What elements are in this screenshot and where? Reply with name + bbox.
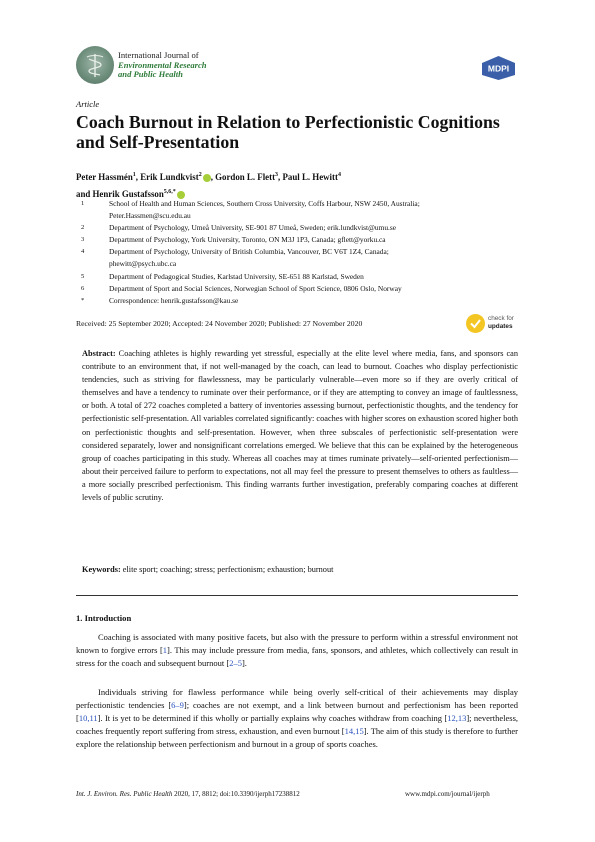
- abstract-label: Abstract:: [82, 349, 116, 358]
- footer-url[interactable]: www.mdpi.com/journal/ijerph: [405, 790, 490, 798]
- journal-line-2: Environmental Research: [118, 59, 207, 70]
- citation-link[interactable]: 6–9: [171, 700, 184, 711]
- abstract-text: Coaching athletes is highly rewarding yet stressful, especially at the elite level where media, fans, and sponsors can contribute to an environment that, if not well-managed by the coach, can lead to burnout. Coaches who display perfectionistic tendencies, such as striving for flawlessness, may be particularly vulnerable—even more so if they are overly critical of themselves and have a tendency to ruminate over their performance, or if they are attempting to convey an image of faultlessness, or both. A total of 272 coaches completed a battery of inventories assessing burnout, perfectionistic thoughts, and the tendency for perfectionistic self-presentation. All variables correlated significantly: coaches with higher scores on exhaustion scored higher both on perfectionistic thoughts and self-presentation. However, when three subscales of perfectionistic self-presentation were considered separately, lower and nonsignificant correlations emerged. We believe that this can be explained by the heterogeneous group of coaches participating in this study. Whereas all coaches may at times ruminate privately—self-oriented perfectionism—about their perceived failure to perform to expectations, not all may feel the pressure to present themselves to others as faultless—a more socially prescribed perfectionism. This finding warrants further investigation, preferably comparing coaches at different levels of public scrutiny.: [82, 349, 518, 503]
- caduceus-icon: [76, 46, 114, 84]
- journal-logo: [76, 46, 114, 84]
- paragraph-text: ]. It is yet to be determined if this wholly or partially explains why coaches withdraw from coaching [: [97, 713, 448, 724]
- affiliation-item: [76, 234, 516, 246]
- affiliation-item: [76, 198, 516, 222]
- author-name: Erik Lundkvist: [140, 171, 199, 182]
- paragraph-text: ]. This may include pressure from media, fans, sponsors, and athletes, which collectively can result in stress for the coach and subsequent burnout [: [76, 645, 518, 669]
- affiliation-text: Department of Pedagogical Studies, Karlstad University, SE-651 88 Karlstad, Sweden: [109, 271, 364, 281]
- affiliation-text: Department of Psychology, York University, Toronto, ON M3J 1P3, Canada; gflett@yorku.ca: [109, 235, 386, 245]
- keywords-label: Keywords:: [82, 565, 121, 574]
- author-affil-sup: 1: [132, 172, 136, 178]
- affiliation-text: School of Health and Human Sciences, Southern Cross University, Coffs Harbour, NSW 2450, Australia;: [109, 199, 420, 208]
- paragraph-1: [76, 631, 518, 670]
- paragraph-text: ]; coaches are not exempt, and a link between burnout and perfectionism has been reported [: [76, 700, 519, 724]
- journal-line-1: International Journal of: [118, 50, 199, 60]
- affiliation-number: 1: [81, 200, 85, 207]
- affiliation-number: 3: [81, 236, 85, 244]
- author-affil-sup: 5,6,*: [163, 189, 176, 196]
- article-title: Coach Burnout in Relation to Perfectionistic Cognitions and Self-Presentation: [76, 112, 500, 152]
- correspondence: [76, 295, 516, 307]
- check-for-updates-button[interactable]: [466, 312, 522, 336]
- author-name: Gordon L. Flett: [215, 171, 276, 182]
- paragraph-text: ].: [241, 658, 247, 669]
- affiliation-item: [76, 271, 516, 283]
- author[interactable]: [282, 172, 340, 182]
- citation-link[interactable]: 1: [162, 645, 168, 656]
- affiliation-item: [76, 222, 516, 234]
- author-name: and Henrik Gustafsson: [76, 189, 164, 200]
- author-list: Peter Hassmén$^1$, Erik Lundkvist$^2$ , Gordon L. Flett$^3$, Paul L. Hewitt$^4$ and Henrik Gustafsson$^{5,6,*}$: [76, 171, 341, 200]
- citation-link[interactable]: 12,13: [447, 713, 467, 724]
- paragraph-text: ]; nevertheless, coaches frequently report suffering from stress, exhaustion, and even burnout [: [76, 713, 519, 737]
- check-updates-icon: [466, 314, 485, 333]
- check-updates-line1: check for: [488, 315, 514, 322]
- affiliation-number: 2: [81, 224, 85, 232]
- affiliations: [76, 198, 516, 307]
- citation-link[interactable]: 14,15: [344, 726, 364, 737]
- keywords: [82, 563, 518, 576]
- citation-link[interactable]: 2–5: [229, 658, 242, 669]
- paragraph-text: Individuals striving for flawless performance while being overly self-critical of their achievements may display perfectionistic tendencies [: [76, 687, 518, 711]
- paragraph-2: [76, 686, 518, 751]
- journal-line-3: and Public Health: [118, 69, 183, 80]
- affiliation-number: 5: [81, 272, 85, 280]
- affiliation-number: 6: [81, 284, 85, 292]
- affiliation-text: Department of Sport and Social Sciences, Norwegian School of Sport Science, 0806 Oslo, Norway: [109, 283, 402, 293]
- mdpi-logo: [480, 55, 517, 81]
- footer-doi[interactable]: 2020, 17, 8812; doi:10.3390/ijerph17238812: [174, 790, 300, 798]
- author-name: Peter Hassmén: [76, 171, 133, 182]
- author-affil-sup: 3: [275, 172, 279, 178]
- affiliation-number: 4: [81, 248, 85, 256]
- author[interactable]: [215, 172, 278, 182]
- affiliation-email[interactable]: Peter.Hassmen@scu.edu.au: [109, 211, 191, 221]
- author[interactable]: [76, 172, 136, 182]
- author-affil-sup: 2: [198, 172, 202, 178]
- affiliation-text: Department of Psychology, Umeå University, SE-901 87 Umeå, Sweden; erik.lundkvist@umu.se: [109, 223, 397, 233]
- publication-dates: Received: 25 September 2020; Accepted: 24 November 2020; Published: 27 November 2020: [76, 319, 363, 328]
- mdpi-logo-text: MDPI: [487, 63, 510, 74]
- section-heading: 1. Introduction: [76, 613, 132, 623]
- journal-name: [118, 51, 207, 80]
- affiliation-text: Department of Psychology, University of British Columbia, Vancouver, BC V6T 1Z4, Canada;: [109, 247, 389, 257]
- affiliation-item: [76, 283, 516, 295]
- author[interactable]: [140, 172, 210, 182]
- orcid-icon[interactable]: [203, 174, 211, 182]
- paragraph-text: ]. The aim of this study is therefore to further explore the relationship between perfectionism and burnout in a group of sports coaches.: [76, 726, 519, 750]
- abstract: [82, 347, 518, 504]
- affiliation-item: [76, 246, 516, 270]
- section-divider: [76, 595, 518, 596]
- footer-citation: [76, 790, 300, 798]
- author-name: Paul L. Hewitt: [282, 171, 338, 182]
- paragraph-text: Coaching is associated with many positive facets, but also with the pressure to perform within a stressful environment not known to forgive errors [: [76, 632, 518, 656]
- correspondence-text[interactable]: Correspondence: henrik.gustafsson@kau.se: [109, 295, 239, 305]
- keywords-text: elite sport; coaching; stress; perfectionism; exhaustion; burnout: [122, 565, 334, 574]
- check-updates-line2: updates: [488, 323, 513, 330]
- affiliation-email[interactable]: phewitt@psych.ubc.ca: [109, 259, 177, 269]
- article-type: Article: [76, 99, 100, 109]
- citation-link[interactable]: 10,11: [78, 713, 98, 724]
- affiliation-number: *: [81, 296, 85, 304]
- footer-journal: Int. J. Environ. Res. Public Health: [76, 790, 173, 798]
- author-affil-sup: 4: [337, 172, 341, 178]
